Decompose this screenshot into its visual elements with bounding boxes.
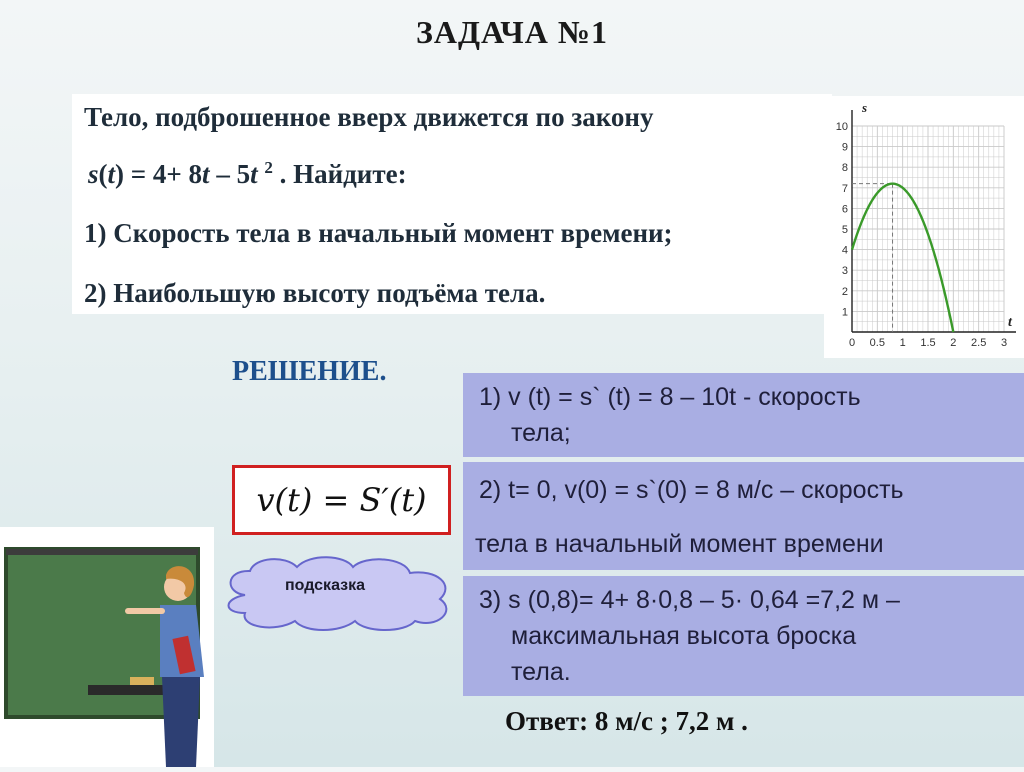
y-tick-label: 10 — [836, 121, 848, 133]
solution-step-2 — [463, 462, 1024, 570]
teacher-illustration — [0, 527, 214, 767]
x-tick-label: 3 — [1001, 337, 1007, 349]
law-mid: ) = 4+ 8 — [115, 159, 202, 189]
y-tick-label: 5 — [842, 224, 848, 236]
y-tick-label: 4 — [842, 245, 848, 257]
x-tick-label: 0.5 — [870, 337, 885, 349]
step-1-line-2: тела; — [511, 419, 571, 448]
trajectory-graph — [824, 96, 1024, 358]
trajectory-chart — [824, 96, 1024, 358]
y-tick-label: 6 — [842, 203, 848, 215]
answer: Ответ: 8 м/с ; 7,2 м . — [505, 706, 748, 737]
y-tick-label: 1 — [842, 306, 848, 318]
question-1: 1) Скорость тела в начальный момент времени; — [84, 218, 673, 249]
law-t2: t — [202, 159, 210, 189]
y-axis-label: s — [861, 100, 867, 115]
step-3-line-3: тела. — [511, 658, 571, 687]
y-tick-label: 7 — [842, 183, 848, 195]
derivative-formula: v(t) = S′(t) — [232, 465, 451, 535]
law-t3: t — [250, 159, 258, 189]
law-end: – 5 — [210, 159, 251, 189]
solution-step-1 — [463, 373, 1024, 457]
hint-label[interactable]: подсказка — [215, 577, 435, 595]
solution-step-3 — [463, 576, 1024, 696]
slide-title: ЗАДАЧА №1 — [0, 14, 1024, 51]
law-tail: . Найдите: — [273, 159, 407, 189]
y-tick-label: 2 — [842, 286, 848, 298]
board-frame-top — [6, 549, 198, 555]
problem-statement — [72, 94, 832, 314]
step-3-line-2: максимальная высота броска — [511, 622, 856, 651]
x-tick-label: 1.5 — [920, 337, 935, 349]
x-tick-label: 1 — [900, 337, 906, 349]
chalk-box — [130, 677, 154, 685]
step-3-line-1: 3) s (0,8)= 4+ 8·0,8 – 5· 0,64 =7,2 м – — [479, 586, 900, 615]
x-tick-label: 2 — [950, 337, 956, 349]
y-tick-label: 8 — [842, 162, 848, 174]
question-2: 2) Наибольшую высоту подъёма тела. — [84, 278, 545, 309]
step-2-line-2: тела в начальный момент времени — [475, 530, 884, 559]
problem-law: s(t) = 4+ 8t – 5t $^2$ . Найдите: — [88, 158, 407, 190]
step-2-line-1: 2) t= 0, v(0) = s`(0) = 8 м/с – скорость — [479, 476, 904, 505]
board-ledge — [88, 685, 172, 695]
law-exponent: 2 — [264, 158, 273, 177]
x-axis-label: t — [1008, 315, 1013, 330]
law-t1: t — [108, 159, 116, 189]
law-s: s — [88, 159, 99, 189]
solution-title: РЕШЕНИЕ. — [232, 356, 386, 388]
teacher-at-board-image — [0, 527, 214, 767]
x-tick-label: 0 — [849, 337, 855, 349]
step-1-line-1: 1) v (t) = s` (t) = 8 – 10t - скорость — [479, 383, 861, 412]
y-tick-label: 3 — [842, 265, 848, 277]
problem-line-1: Тело, подброшенное вверх движется по закону — [84, 102, 653, 133]
x-tick-label: 2.5 — [971, 337, 986, 349]
y-tick-label: 9 — [842, 142, 848, 154]
teacher-skirt — [162, 677, 200, 767]
